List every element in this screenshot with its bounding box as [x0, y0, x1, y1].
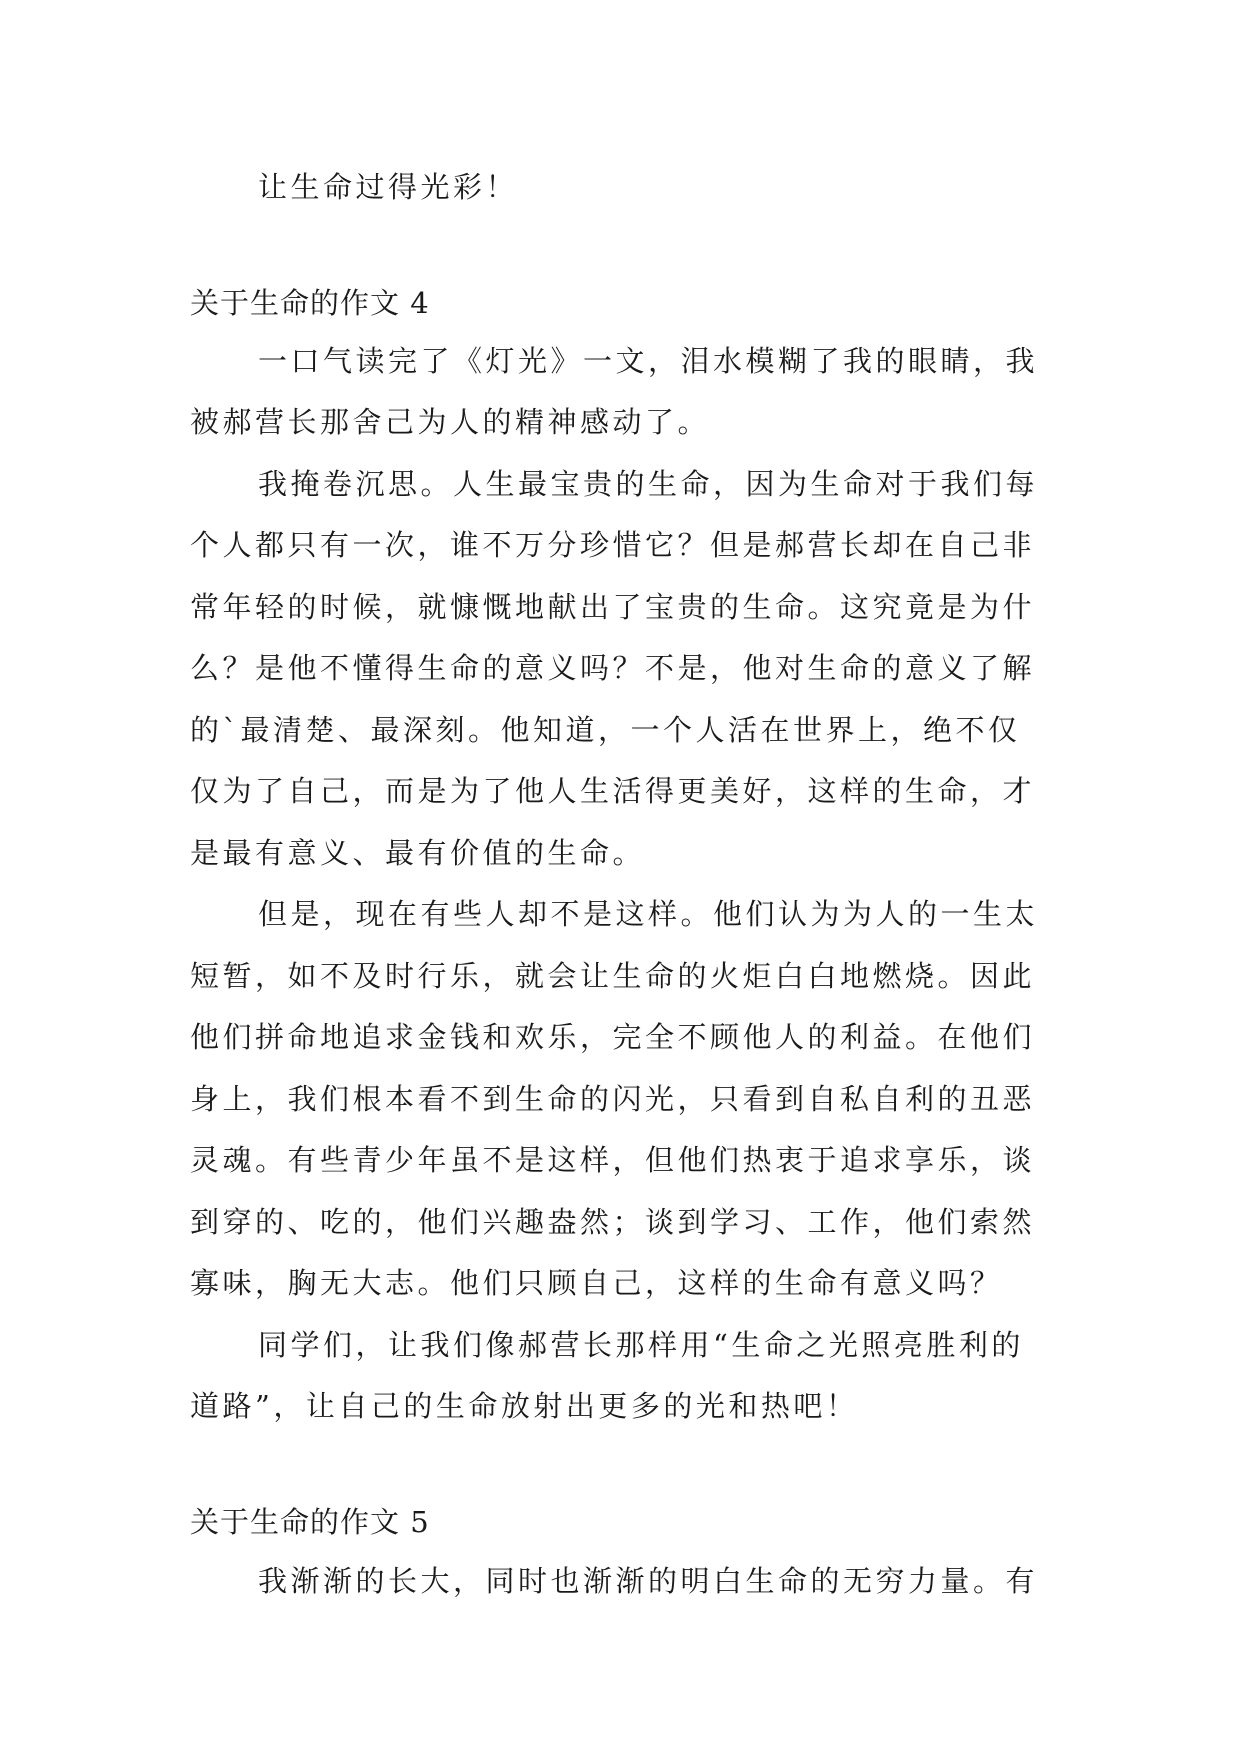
essay-4-line: 身上，我们根本看不到生命的闪光，只看到自私自利的丑恶 [190, 1082, 1036, 1116]
essay-4-line: 同学们，让我们像郝营长那样用“生命之光照亮胜利的 [258, 1328, 1024, 1362]
essay-4-line: 是最有意义、最有价值的生命。 [190, 836, 646, 870]
essay-4-line: 短暂，如不及时行乐，就会让生命的火炬白白地燃烧。因此 [190, 959, 1036, 993]
essay-4-line: 灵魂。有些青少年虽不是这样，但他们热衷于追求享乐，谈 [190, 1143, 1036, 1177]
essay-4-line: 仅为了自己，而是为了他人生活得更美好，这样的生命，才 [190, 774, 1036, 808]
essay-4-heading: 关于生命的作文 4 [190, 286, 430, 320]
essay-4-line: 我掩卷沉思。人生最宝贵的生命，因为生命对于我们每 [258, 467, 1039, 501]
essay-5-heading: 关于生命的作文 5 [190, 1505, 430, 1539]
essay-4-line: 的`最清楚、最深刻。他知道，一个人活在世界上，绝不仅 [190, 713, 1021, 747]
closing-line: 让生命过得光彩！ [258, 170, 519, 204]
essay-4-line: 被郝营长那舍己为人的精神感动了。 [190, 405, 711, 439]
essay-4-line: 个人都只有一次，谁不万分珍惜它？但是郝营长却在自己非 [190, 528, 1036, 562]
essay-5-line: 我渐渐的长大，同时也渐渐的明白生命的无穷力量。有 [258, 1564, 1039, 1598]
essay-4-line: 一口气读完了《灯光》一文，泪水模糊了我的眼睛，我 [258, 344, 1039, 378]
essay-4-line: 寡味，胸无大志。他们只顾自己，这样的生命有意义吗？ [190, 1266, 1003, 1300]
essay-4-line: 么？是他不懂得生命的意义吗？不是，他对生命的意义了解 [190, 651, 1036, 685]
essay-4-line: 到穿的、吃的，他们兴趣盎然；谈到学习、工作，他们索然 [190, 1205, 1036, 1239]
essay-4-line: 常年轻的时候，就慷慨地献出了宝贵的生命。这究竟是为什 [190, 590, 1036, 624]
essay-4-line: 道路”，让自己的生命放射出更多的光和热吧！ [190, 1389, 859, 1423]
essay-4-line: 他们拼命地追求金钱和欢乐，完全不顾他人的利益。在他们 [190, 1020, 1036, 1054]
essay-4-line: 但是，现在有些人却不是这样。他们认为为人的一生太 [258, 897, 1039, 931]
